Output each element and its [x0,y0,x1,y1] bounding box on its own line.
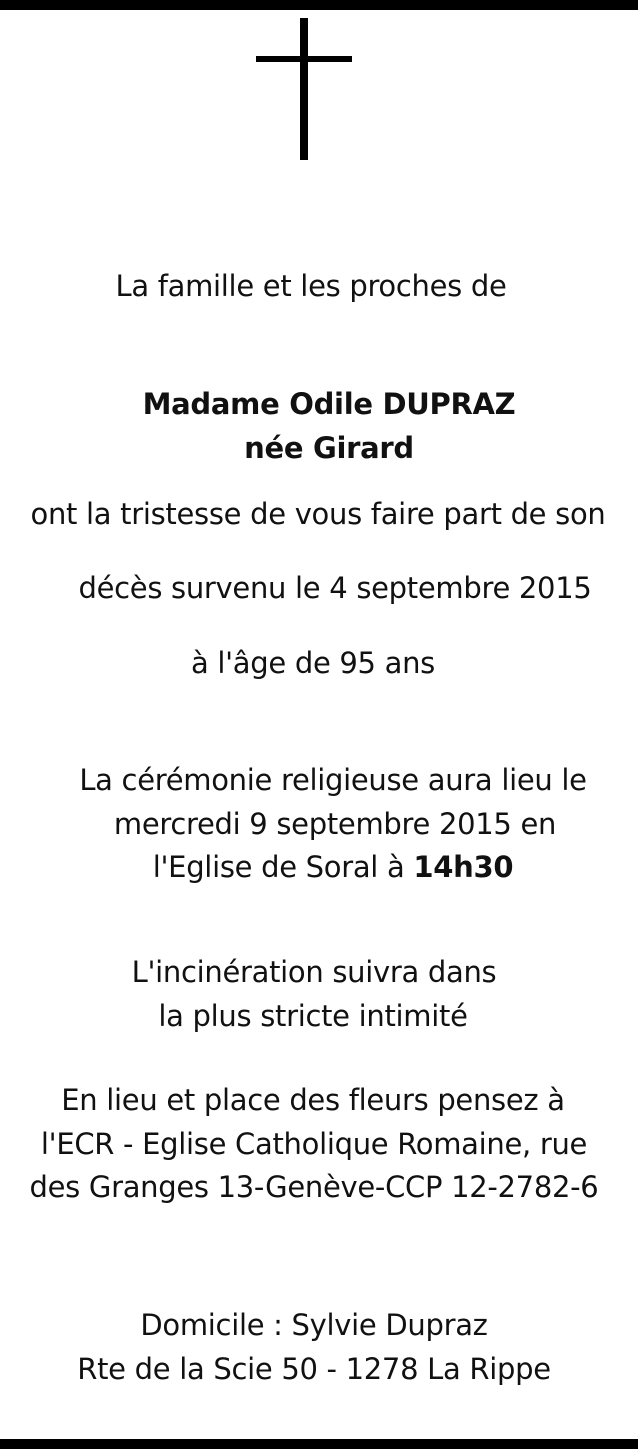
ceremony-line-3 [14,847,638,887]
latin-cross-icon [256,18,352,160]
cremation-line-2: la plus stricte intimité [158,999,468,1033]
donation-line-2: l'ECR - Eglise Catholique Romaine, rue [40,1127,588,1161]
announcement-line-2: décès survenu le 4 septembre 2015 [78,571,592,605]
deceased-name: Madame Odile DUPRAZ [142,387,516,421]
cross-vertical-bar [300,18,308,160]
bottom-rule [0,1439,638,1449]
top-rule [0,0,638,10]
donation-line-3: des Granges 13-Genève-CCP 12-2782-6 [29,1170,599,1204]
ceremony-place: l'Eglise de Soral à [152,850,414,884]
ceremony-time: 14h30 [413,850,514,884]
domicile-line-1: Domicile : Sylvie Dupraz [140,1308,488,1342]
donation-line-1: En lieu et place des fleurs pensez à [61,1083,565,1117]
ceremony-line-1: La cérémonie religieuse aura lieu le [79,763,587,797]
announcement-line-3: à l'âge de 95 ans [190,646,435,680]
ceremony-line-2: mercredi 9 septembre 2015 en [113,807,557,841]
announcement-line-1: ont la tristesse de vous faire part de son [30,497,606,531]
maiden-name: née Girard [244,431,414,465]
domicile-line-2: Rte de la Scie 50 - 1278 La Rippe [77,1352,551,1386]
cross-horizontal-bar [256,56,352,62]
intro-text: La famille et les proches de [115,269,507,303]
cremation-line-1: L'incinération suivra dans [131,955,497,989]
